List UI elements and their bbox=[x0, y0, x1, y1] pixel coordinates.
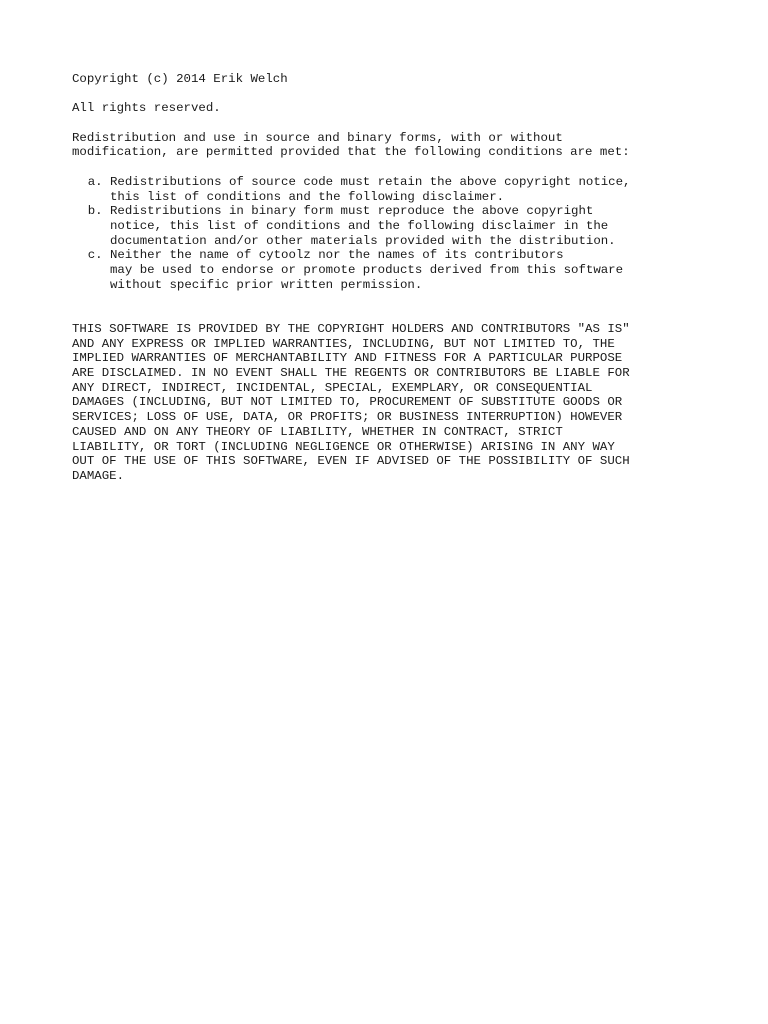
disclaimer-line: THIS SOFTWARE IS PROVIDED BY THE COPYRIGHT HOLDERS AND CONTRIBUTORS "AS IS" bbox=[72, 321, 630, 336]
rights-reserved bbox=[72, 101, 692, 116]
condition-line: may be used to endorse or promote products derived from this software bbox=[110, 263, 624, 278]
disclaimer-line: AND ANY EXPRESS OR IMPLIED WARRANTIES, INCLUDING, BUT NOT LIMITED TO, THE bbox=[72, 336, 615, 351]
disclaimer-line: DAMAGE. bbox=[72, 468, 125, 483]
condition-text bbox=[110, 175, 692, 204]
condition-line: Neither the name of cytoolz nor the names of its contributors bbox=[110, 248, 564, 263]
condition-marker: c. bbox=[87, 248, 110, 263]
intro-line: Redistribution and use in source and binary forms, with or without bbox=[72, 130, 563, 145]
disclaimer-line: DAMAGES (INCLUDING, BUT NOT LIMITED TO, PROCUREMENT OF SUBSTITUTE GOODS OR bbox=[72, 395, 623, 410]
condition-line: this list of conditions and the following disclaimer. bbox=[110, 189, 505, 204]
disclaimer-line: LIABILITY, OR TORT (INCLUDING NEGLIGENCE OR OTHERWISE) ARISING IN ANY WAY bbox=[72, 439, 615, 454]
disclaimer-line: OUT OF THE USE OF THIS SOFTWARE, EVEN IF ADVISED OF THE POSSIBILITY OF SUCH bbox=[72, 454, 630, 469]
disclaimer-line: ARE DISCLAIMED. IN NO EVENT SHALL THE REGENTS OR CONTRIBUTORS BE LIABLE FOR bbox=[72, 366, 630, 380]
condition-item-a bbox=[72, 175, 692, 204]
disclaimer-line: SERVICES; LOSS OF USE, DATA, OR PROFITS; OR BUSINESS INTERRUPTION) HOWEVER bbox=[72, 410, 623, 425]
warranty-disclaimer bbox=[72, 322, 692, 484]
intro-line: modification, are permitted provided that the following conditions are met: bbox=[72, 145, 630, 160]
license-document bbox=[72, 72, 692, 484]
copyright-line: Copyright (c) 2014 Erik Welch bbox=[72, 72, 288, 86]
condition-marker: b. bbox=[87, 204, 110, 219]
rights-line: All rights reserved. bbox=[72, 101, 221, 116]
copyright-notice bbox=[72, 72, 692, 87]
condition-line: notice, this list of conditions and the following disclaimer in the bbox=[110, 218, 609, 233]
disclaimer-line: ANY DIRECT, INDIRECT, INCIDENTAL, SPECIAL, EXEMPLARY, OR CONSEQUENTIAL bbox=[72, 380, 593, 395]
condition-text bbox=[110, 204, 692, 248]
condition-text bbox=[110, 248, 692, 292]
condition-item-c bbox=[72, 248, 692, 292]
disclaimer-line: CAUSED AND ON ANY THEORY OF LIABILITY, WHETHER IN CONTRACT, STRICT bbox=[72, 424, 563, 439]
condition-marker: a. bbox=[87, 174, 110, 189]
intro-paragraph bbox=[72, 131, 692, 160]
condition-item-b bbox=[72, 204, 692, 248]
disclaimer-line: IMPLIED WARRANTIES OF MERCHANTABILITY AND FITNESS FOR A PARTICULAR PURPOSE bbox=[72, 351, 623, 366]
conditions-list bbox=[72, 175, 692, 293]
condition-line: documentation and/or other materials provided with the distribution. bbox=[110, 233, 616, 248]
condition-line: Redistributions in binary form must reproduce the above copyright bbox=[110, 204, 594, 219]
condition-line: Redistributions of source code must retain the above copyright notice, bbox=[110, 174, 631, 189]
condition-line: without specific prior written permission. bbox=[110, 277, 423, 292]
